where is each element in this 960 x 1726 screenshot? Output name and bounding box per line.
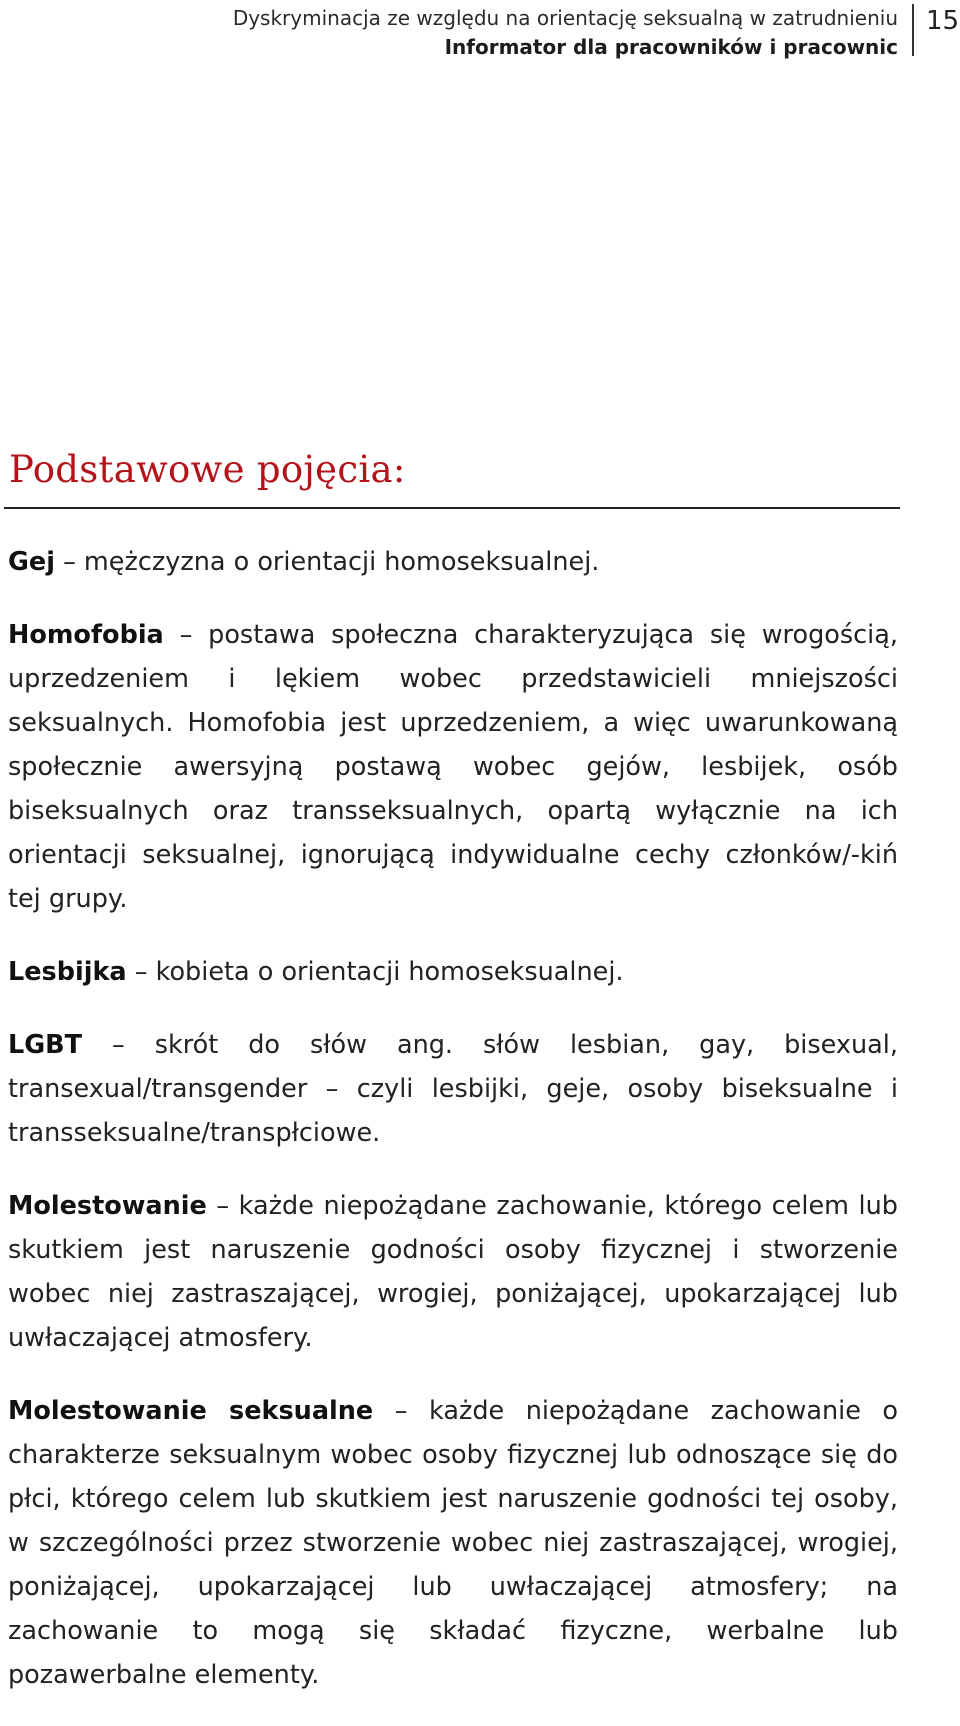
definition-text: – każde niepożądane zachowanie, którego celem lub skutkiem jest naruszenie godności osoby fizycznej i stworzenie wobec niej zastraszającej, wrogiej, poniżającej, upokarzającej lub uwłaczającej atmosfery. [8, 1191, 898, 1353]
definition-term: Gej [8, 547, 55, 577]
section-title: Podstawowe pojęcia: [9, 448, 406, 491]
definition-text: – każde niepożądane zachowanie o charakterze seksualnym wobec osoby fizycznej lub odnoszące się do płci, którego celem lub skutkiem jest naruszenie godności tej osoby, w szczególności przez stworzenie wobec niej zastraszającej, wrogiej, poniżającej, upokarzającej lub uwłaczającej atmosfery; na zachowanie to mogą się składać fizyczne, werbalne lub pozawerbalne elementy. [8, 1396, 898, 1690]
definition-text: – kobieta o orientacji homoseksualnej. [126, 957, 624, 987]
definition-molestowanie-seksualne [8, 1389, 898, 1697]
definitions-list [8, 540, 898, 1726]
definition-term: LGBT [8, 1030, 83, 1060]
definition-text: – skrót do słów ang. słów lesbian, gay, bisexual, transexual/transgender – czyli lesbijki, geje, osoby biseksualne i transseksualne/transpłciowe. [8, 1030, 898, 1148]
title-underline [4, 507, 900, 509]
definition-lesbijka [8, 950, 898, 994]
definition-gej [8, 540, 898, 584]
definition-text: – postawa społeczna charakteryzująca się wrogością, uprzedzeniem i lękiem wobec przedstawicieli mniejszości seksualnych. Homofobia jest uprzedzeniem, a więc uwarunkowaną społecznie awersyjną postawą wobec gejów, lesbijek, osób biseksualnych oraz transseksualnych, opartą wyłącznie na ich orientacji seksualnej, ignorującą indywidualne cechy członków/-kiń tej grupy. [8, 620, 898, 914]
definition-lgbt [8, 1023, 898, 1155]
header-divider [912, 4, 914, 56]
header-subtitle: Dyskryminacja ze względu na orientację seksualną w zatrudnieniu [232, 6, 898, 30]
definition-term: Molestowanie [8, 1191, 207, 1221]
definition-term: Homofobia [8, 620, 164, 650]
page-number: 15 [926, 6, 960, 36]
definition-term: Molestowanie seksualne [8, 1396, 374, 1426]
page-header [0, 0, 960, 70]
definition-text: – mężczyzna o orientacji homoseksualnej. [54, 547, 600, 577]
definition-molestowanie [8, 1184, 898, 1360]
definition-term: Lesbijka [8, 957, 127, 987]
running-header [233, 4, 898, 62]
definition-homofobia [8, 613, 898, 921]
header-publication-title: Informator dla pracowników i pracownic [444, 35, 898, 59]
